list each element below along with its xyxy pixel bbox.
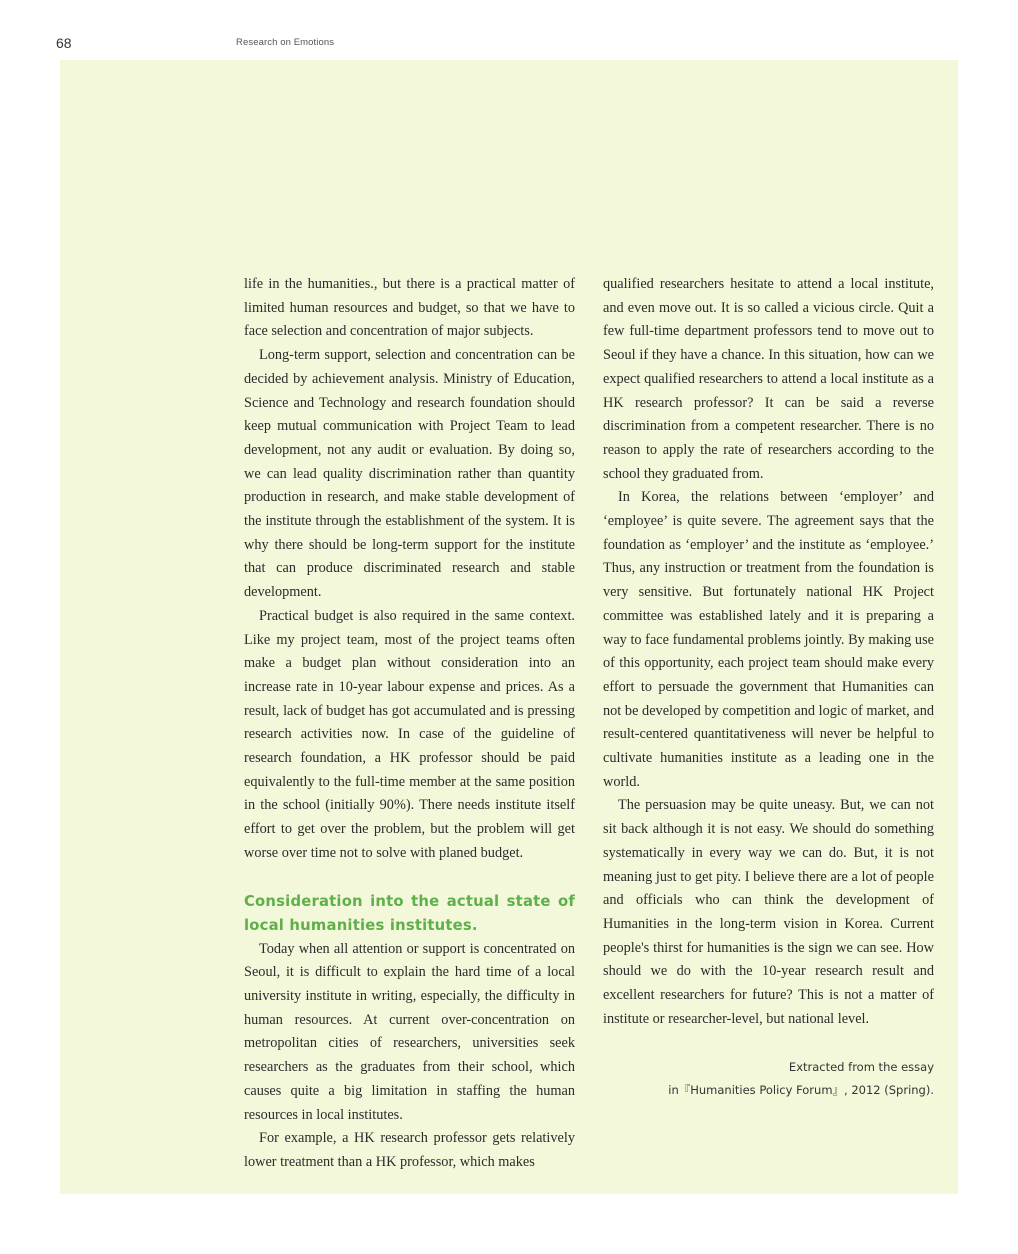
section-heading: Consideration into the actual state of local humanities institutes. <box>244 892 575 934</box>
left-column <box>244 273 575 1175</box>
body-paragraph: Long-term support, selection and concentration can be decided by achievement analysis. Ministry of Education, Science and Technology and research foundation should keep mutual communication with Project Team to lead development, not any audit or evaluation. By doing so, we can lead quality discrimination rather than quantity production in research, and make stable development of the institute through the establishment of the system. It is why there should be long-term support for the institute that can produce discriminated research and stable development. <box>244 347 575 601</box>
body-paragraph: qualified researchers hesitate to attend a local institute, and even move out. It is so called a vicious circle. Quit a few full-time department professors tend to move out to Seoul if they have a chance. In this situation, how can we expect qualified researchers to attend a local institute as a HK research professor? It can be said a reverse discrimination from a competent researcher. There is no reason to apply the rate of researchers according to the school they graduated from. <box>603 276 934 482</box>
body-paragraph: life in the humanities., but there is a practical matter of limited human resources and budget, so that we have to face selection and concentration of major subjects. <box>244 276 575 340</box>
right-column <box>603 273 934 1103</box>
attribution-line: Extracted from the essay <box>788 1059 934 1074</box>
body-paragraph: For example, a HK research professor gets relatively lower treatment than a HK professor, which makes <box>244 1130 575 1170</box>
source-attribution <box>603 1056 934 1103</box>
attribution-line: in『Humanities Policy Forum』, 2012 (Spring). <box>668 1083 934 1097</box>
page-number: 68 <box>56 35 72 51</box>
running-title: Research on Emotions <box>236 37 335 48</box>
body-paragraph: The persuasion may be quite uneasy. But, we can not sit back although it is not easy. We should do something systematically in every way we can do. But, it is not meaning just to get pity. I believe there are a lot of people and officials who can think the development of Humanities in the long-term vision in Korea. Current people's thirst for humanities is the sign we can see. How should we do with the 10-year research result and excellent researchers for future? This is not a matter of institute or researcher-level, but national level. <box>603 797 934 1027</box>
body-paragraph: In Korea, the relations between ‘employer’ and ‘employee’ is quite severe. The agreement says that the foundation as ‘employer’ and the institute as ‘employee.’ Thus, any instruction or treatment from the foundation is very sensitive. But fortunately national HK Project committee was established lately and it is preparing a way to face fundamental problems jointly. By making use of this opportunity, each project team should make every effort to persuade the government that Humanities can not be developed by competition and logic of market, and result-centered quantitativeness will never be helpful to cultivate humanities institute as a leading one in the world. <box>603 489 934 790</box>
body-paragraph: Practical budget is also required in the same context. Like my project team, most of the project teams often make a budget plan without consideration into an increase rate in 10-year labour expense and prices. As a result, lack of budget has got accumulated and is pressing research activities now. In case of the guideline of research foundation, a HK professor should be paid equivalently to the full-time member at the same position in the school (initially 90%). There needs institute itself effort to get over the problem, but the problem will get worse over time not to solve with planed budget. <box>244 607 575 861</box>
body-paragraph: Today when all attention or support is concentrated on Seoul, it is difficult to explain the hard time of a local university institute in writing, especially, the difficulty in human resources. At current over-concentration on metropolitan cities of researchers, universities seek researchers as the graduates from their school, which causes quite a big limitation in staffing the human resources in local institutes. <box>244 940 575 1123</box>
